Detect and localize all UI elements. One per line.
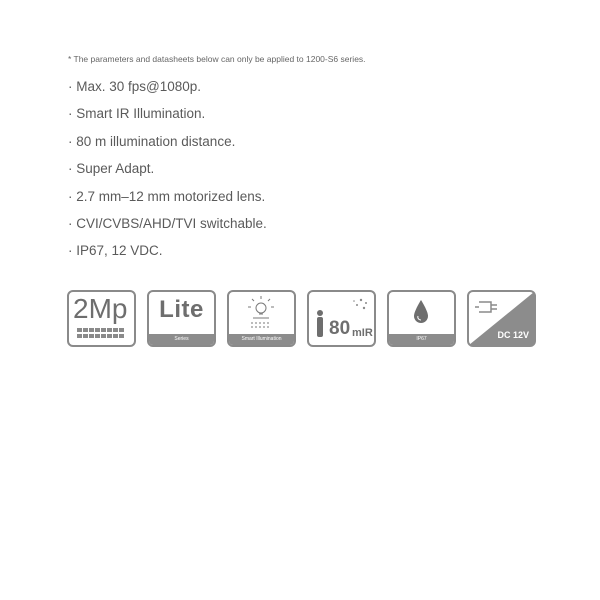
feature-list (68, 76, 267, 268)
feature-item: · Super Adapt. (68, 161, 155, 177)
feature-item: · 2.7 mm–12 mm motorized lens. (68, 188, 266, 204)
smart-illumination-badge (227, 290, 296, 347)
resolution-label: 2Mp (73, 293, 128, 324)
feature-item: · CVI/CVBS/AHD/TVI switchable. (68, 215, 267, 231)
ir-distance-badge (307, 290, 376, 347)
power-badge (467, 290, 536, 347)
series-note: * The parameters and datasheets below can only be applied to 1200-S6 series. (68, 54, 366, 64)
lite-caption: Series (149, 334, 214, 345)
feature-item: · 80 m illumination distance. (68, 133, 236, 149)
water-drop-icon (389, 292, 454, 334)
feature-item: · IP67, 12 VDC. (68, 243, 163, 259)
resolution-badge (67, 290, 136, 347)
ip-rating-caption: IP67 (389, 334, 454, 345)
ir-distance-unit: mIR (352, 327, 373, 339)
lightbulb-icon (229, 292, 294, 334)
feature-item: · Max. 30 fps@1080p. (68, 79, 202, 94)
ip-rating-badge (387, 290, 456, 347)
smart-illumination-caption: Smart Illumination (229, 334, 294, 345)
power-label: DC 12V (497, 330, 529, 340)
lite-series-badge (147, 290, 216, 347)
ir-distance-value: 80 (329, 318, 351, 339)
lite-label: Lite (159, 296, 204, 323)
feature-item: · Smart IR Illumination. (68, 106, 206, 122)
